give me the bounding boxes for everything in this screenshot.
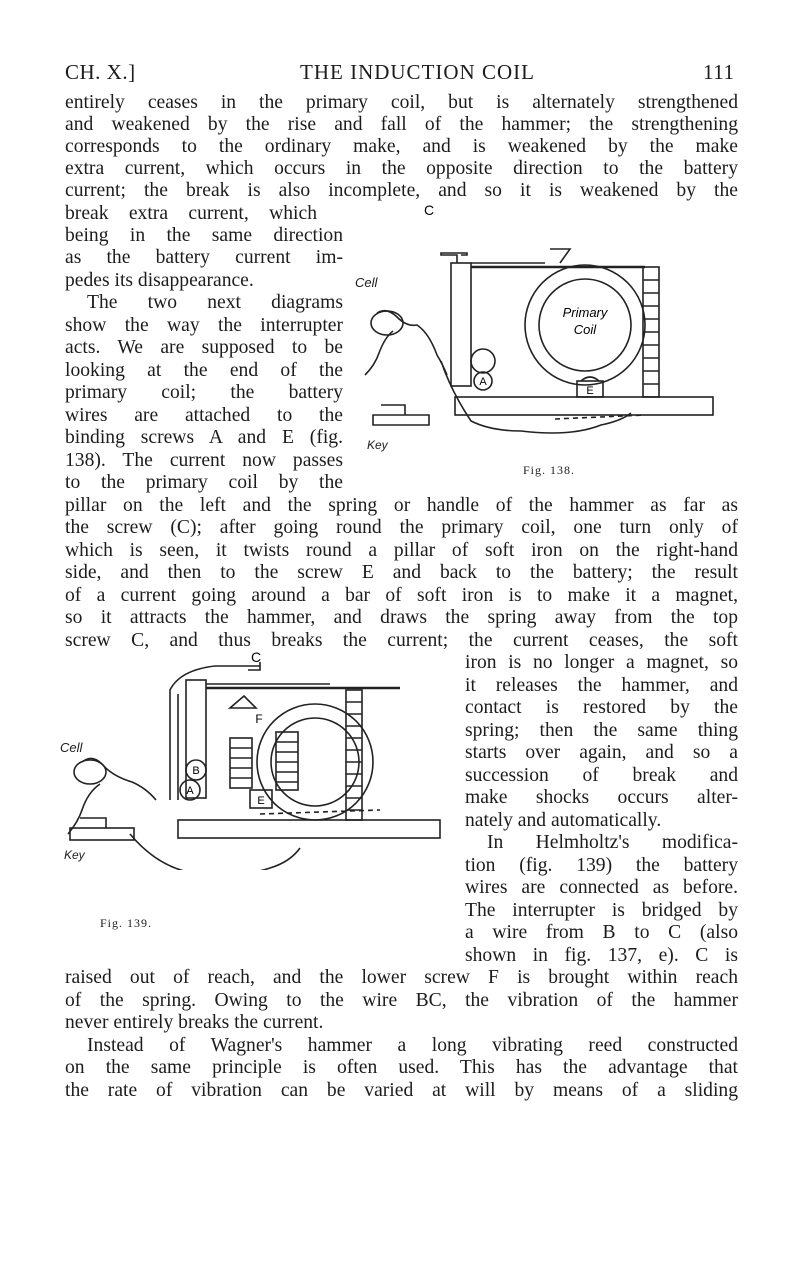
text-line: current; the break is also incomplete, and so it is weakened by the	[65, 180, 738, 201]
text-line: and weakened by the rise and fall of the hammer; the strengthening	[65, 114, 738, 135]
text-line: tion (fig. 139) the battery	[465, 855, 738, 876]
text-line: succession of break and	[465, 765, 738, 786]
text-line: looking at the end of the	[65, 360, 343, 381]
text-line: raised out of reach, and the lower screw F is brought within reach	[65, 967, 738, 988]
fig138-caption: Fig. 138.	[523, 463, 576, 477]
fig139-label-b: B	[192, 765, 200, 777]
text-line: contact is restored by the	[465, 697, 738, 718]
text-line: binding screws A and E (fig.	[65, 427, 343, 448]
running-title: THE INDUCTION COIL	[300, 60, 535, 84]
text-line: side, and then to the screw E and back to the battery; the result	[65, 562, 738, 583]
text-line: the rate of vibration can be varied at will by means of a sliding	[65, 1080, 738, 1101]
text-line: the screw (C); after going round the primary coil, one turn only of	[65, 517, 738, 538]
text-line: In Helmholtz's modifica-	[487, 832, 738, 853]
text-line: wires are connected as before.	[465, 877, 738, 898]
fig139-caption: Fig. 139.	[100, 916, 153, 930]
text-line: primary coil; the battery	[65, 382, 343, 403]
text-line: screw C, and thus breaks the current; the current ceases, the soft	[65, 630, 738, 651]
text-line: as the battery current im-	[65, 247, 343, 268]
text-line: Instead of Wagner's hammer a long vibrating reed constructed	[87, 1035, 738, 1056]
text-line: pedes its disappearance.	[65, 270, 254, 291]
fig138-label-c: C	[423, 205, 435, 218]
left-pillar	[451, 263, 471, 386]
fig139-label-e: E	[257, 795, 265, 807]
text-line: entirely ceases in the primary coil, but is alternately strengthened	[65, 92, 738, 113]
fig138-label-coil: Coil	[573, 322, 597, 337]
text-line: acts. We are supposed to be	[65, 337, 343, 358]
fig139-label-a: A	[186, 785, 194, 797]
fig139-label-c: C	[250, 650, 262, 665]
text-line: shown in fig. 137, e). C is	[465, 945, 738, 966]
figure-139-diagram	[60, 650, 470, 870]
text-line: pillar on the left and the spring or handle of the hammer as far as	[65, 495, 738, 516]
text-line: on the same principle is often used. This has the advantage that	[65, 1057, 738, 1078]
text-line: iron is no longer a magnet, so	[465, 652, 738, 673]
text-line: so it attracts the hammer, and draws the spring away from the top	[65, 607, 738, 628]
text-line: corresponds to the ordinary make, and is weakened by the make	[65, 136, 738, 157]
text-line: to the primary coil by the	[65, 472, 343, 493]
fig139-label-key: Key	[64, 848, 85, 862]
fig138-label-e: E	[586, 385, 594, 397]
text-line: never entirely breaks the current.	[65, 1012, 324, 1033]
text-line: of the spring. Owing to the wire BC, the vibration of the hammer	[65, 990, 738, 1011]
text-line: 138). The current now passes	[65, 450, 343, 471]
text-line: of a current going around a bar of soft iron is to make it a magnet,	[65, 585, 738, 606]
fig138-label-key: Key	[367, 438, 388, 452]
text-line: it releases the hammer, and	[465, 675, 738, 696]
fig139-label-cell: Cell	[60, 740, 83, 755]
fig138-label-cell: Cell	[355, 275, 378, 290]
text-line: make shocks occurs alter-	[465, 787, 738, 808]
figure-138	[345, 205, 745, 495]
text-line: starts over again, and so a	[465, 742, 738, 763]
text-line: nately and automatically.	[465, 810, 662, 831]
text-line: spring; then the same thing	[465, 720, 738, 741]
fig138-label-a: A	[479, 376, 487, 388]
text-line: The two next diagrams	[87, 292, 343, 313]
text-line: show the way the interrupter	[65, 315, 343, 336]
text-line: which is seen, it twists round a pillar of soft iron on the right-hand	[65, 540, 738, 561]
text-line: wires are attached to the	[65, 405, 343, 426]
text-line: extra current, which occurs in the opposite direction to the battery	[65, 158, 738, 179]
text-line: being in the same direction	[65, 225, 343, 246]
chapter-label: CH. X.]	[65, 60, 136, 84]
fig138-label-primary: Primary	[562, 305, 608, 320]
text-line: The interrupter is bridged by	[465, 900, 738, 921]
page-number: 111	[703, 60, 735, 84]
text-line: a wire from B to C (also	[465, 922, 738, 943]
figure-138-diagram	[345, 205, 745, 495]
fig139-label-f: F	[255, 712, 263, 726]
figure-139	[60, 650, 470, 930]
text-line: break extra current, which	[65, 203, 317, 224]
